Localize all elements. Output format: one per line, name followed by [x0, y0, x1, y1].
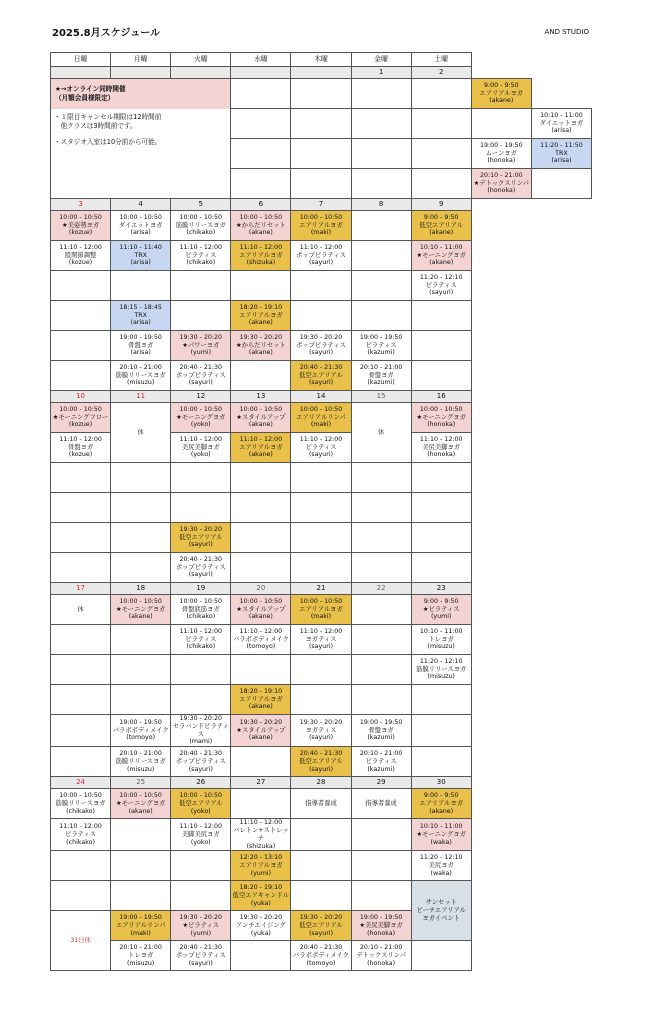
empty-cell [291, 301, 351, 331]
online-notice: ★→オンライン同時開催 （月額会員様限定） [51, 79, 230, 109]
empty-cell [351, 851, 411, 881]
date-cell [51, 67, 111, 79]
empty-cell [51, 881, 111, 911]
time-slot-row [51, 715, 592, 747]
empty-cell [51, 271, 111, 301]
class-cell: 休 [351, 403, 411, 463]
time-slot-row [51, 819, 592, 851]
weekday-wed: 水曜 [231, 53, 291, 67]
date-row [51, 583, 592, 595]
date-cell: 17 [51, 583, 111, 595]
date-cell [291, 67, 351, 79]
empty-cell [231, 169, 291, 199]
class-cell: 10:00 - 10:50 筋膜リリースヨガ (chikako) [171, 211, 231, 241]
empty-cell [111, 463, 171, 493]
class-cell: 11:10 - 12:00 美尻美脚ヨガ (yoko) [171, 433, 231, 463]
class-cell: 9:00 - 9:50 低空エアリアル (akane) [411, 211, 471, 241]
empty-cell [351, 463, 411, 493]
empty-cell [111, 553, 171, 583]
date-row [51, 199, 592, 211]
date-row [51, 67, 592, 79]
empty-cell [171, 851, 231, 881]
weekday-mon: 月曜 [111, 53, 171, 67]
empty-cell [351, 595, 411, 625]
empty-cell [351, 655, 411, 685]
empty-cell [351, 241, 411, 271]
empty-cell [351, 553, 411, 583]
date-cell: 20 [231, 583, 291, 595]
empty-cell [171, 881, 231, 911]
time-slot-row [51, 331, 592, 361]
date-row [51, 391, 592, 403]
class-cell: 11:10 - 12:00 バラボボディメイク (tomoyo) [231, 625, 291, 655]
class-cell: 9:00 - 9:50 エアリアルヨガ (akane) [411, 789, 471, 819]
empty-cell [291, 109, 351, 139]
class-cell: 11:10 - 12:00 バレトン+ストレッチ (shizuka) [231, 819, 291, 851]
class-cell: 9:00 - 9:50 ★ピラティス (yumi) [411, 595, 471, 625]
time-slot-row [51, 553, 592, 583]
time-slot-row [51, 655, 592, 685]
empty-cell [291, 881, 351, 911]
date-cell [231, 67, 291, 79]
time-slot-row [51, 911, 592, 941]
empty-cell [51, 523, 111, 553]
class-cell: 20:40 - 21:30 ポップピラティス (sayuri) [171, 361, 231, 391]
empty-cell [411, 169, 471, 199]
class-cell: 指導者養成 [291, 789, 351, 819]
time-slot-row [51, 851, 592, 881]
empty-cell [51, 553, 111, 583]
empty-cell [351, 109, 411, 139]
class-cell: 10:00 - 10:50 ★モーニングヨガ (yoko) [171, 403, 231, 433]
empty-cell [351, 271, 411, 301]
class-cell: 12:20 - 13:10 エアリアルヨガ (yumi) [231, 851, 291, 881]
studio-name: AND STUDIO [544, 28, 589, 36]
empty-cell [51, 625, 111, 655]
empty-cell [231, 655, 291, 685]
empty-cell [351, 881, 411, 911]
empty-cell [111, 851, 171, 881]
class-cell: 11:10 - 12:00 ピラティス (sayuri) [291, 433, 351, 463]
class-cell: 10:00 - 10:50 エアリアルヨガ (maki) [291, 595, 351, 625]
empty-cell [351, 211, 411, 241]
empty-cell [351, 523, 411, 553]
time-slot-row [51, 271, 592, 301]
time-slot-row [51, 747, 592, 777]
time-slot-row [51, 789, 592, 819]
empty-cell [51, 655, 111, 685]
class-cell: 10:00 - 10:50 ★モーニングヨガ (honoka) [411, 403, 471, 433]
date-cell: 8 [351, 199, 411, 211]
cancel-policy: ・１限目キャンセル期限は12時間前 他クラスは3時間前です。 [54, 113, 162, 130]
time-slot-row [51, 941, 592, 971]
date-cell: 26 [171, 777, 231, 789]
class-cell: 10:00 - 10:50 骨盤底筋ヨガ (chikako) [171, 595, 231, 625]
date-row [51, 777, 592, 789]
class-cell: 11:10 - 12:00 美脚美尻ヨガ (yoko) [171, 819, 231, 851]
class-cell: 19:00 - 19:50 ★美尻美脚ヨガ (honoka) [351, 911, 411, 941]
empty-cell [231, 463, 291, 493]
date-cell: 10 [51, 391, 111, 403]
date-cell: 7 [291, 199, 351, 211]
class-cell: 11:10 - 12:00 骨盤ヨガ (kozue) [51, 433, 111, 463]
empty-cell [231, 747, 291, 777]
class-cell: 10:00 - 10:50 ★からだリセット (akane) [231, 211, 291, 241]
time-slot-row [51, 361, 592, 391]
schedule-table [50, 52, 592, 971]
date-cell: 30 [411, 777, 471, 789]
class-cell: 11:10 - 12:00 ヨガティス (sayuri) [291, 625, 351, 655]
class-cell: 19:30 - 20:20 セラバンドピラティス (mami) [172, 715, 229, 746]
weekday-sat: 土曜 [411, 53, 471, 67]
empty-cell [291, 819, 351, 851]
class-cell: 20:10 - 21:00 デトックスリンパ (honoka) [351, 941, 411, 971]
empty-cell [51, 331, 111, 361]
empty-cell [291, 553, 351, 583]
class-cell: 休 [111, 403, 171, 463]
empty-cell [231, 941, 291, 971]
time-slot-row [51, 881, 592, 911]
class-cell: 11:10 - 12:00 股関節調整 (kozue) [51, 241, 111, 271]
empty-cell [351, 685, 411, 715]
empty-cell [411, 139, 471, 169]
date-cell: 23 [411, 583, 471, 595]
class-cell: 10:00 - 10:50 ★美姿勢ヨガ (kozue) [51, 211, 111, 241]
class-cell: 20:40 - 21:30 ポップピラティス (sayuri) [171, 553, 231, 583]
empty-cell [411, 715, 471, 747]
empty-cell [411, 493, 471, 523]
empty-cell [51, 685, 111, 715]
empty-cell [51, 715, 111, 747]
empty-cell [111, 493, 171, 523]
date-cell: 27 [231, 777, 291, 789]
class-cell: 10:00 - 10:50 低空エアリアル (yoko) [171, 789, 231, 819]
class-cell: 19:00 - 19:50 骨盤ヨガ (kazumi) [351, 715, 411, 747]
class-cell: 10:00 - 10:50 ★モーニングヨガ (akane) [111, 789, 171, 819]
time-slot-row [51, 685, 592, 715]
empty-cell [351, 139, 411, 169]
date-cell [171, 67, 231, 79]
class-cell: 19:30 - 20:20 ★スタイルアップ (akane) [231, 715, 291, 747]
class-cell: 10:00 - 10:50 ★モーニングフロー (kozue) [51, 403, 111, 433]
time-slot-row [51, 79, 592, 109]
empty-cell [291, 655, 351, 685]
class-cell: 20:10 - 21:00 ★デトックスリンパ (honoka) [471, 169, 531, 199]
date-cell: 25 [111, 777, 171, 789]
class-cell: 20:40 - 21:30 ポップピラティス (sayuri) [171, 747, 231, 777]
empty-cell [291, 139, 351, 169]
class-cell: 19:30 - 20:20 ★パワーヨガ (yumi) [171, 331, 231, 361]
page-header [0, 0, 649, 50]
class-cell: 19:30 - 20:20 アンチエイジング (yuka) [231, 911, 291, 941]
empty-cell [531, 169, 591, 199]
class-cell: 9:00 - 9:50 エアリアルヨガ (akane) [471, 79, 531, 109]
empty-cell [231, 789, 291, 819]
class-cell: 20:40 - 21:30 ポップピラティス (sayuri) [171, 941, 231, 971]
class-cell: 10:10 - 11:00 ダイエットヨガ (arisa) [531, 109, 591, 139]
empty-cell [411, 361, 471, 391]
class-cell: 11:10 - 12:00 ピラティス (chikako) [51, 819, 111, 851]
class-cell: 10:00 - 10:50 ★スタイルアップ (akane) [231, 403, 291, 433]
class-cell: 11:10 - 12:00 美尻美脚ヨガ (honoka) [411, 433, 471, 463]
empty-cell [291, 493, 351, 523]
date-cell: 4 [111, 199, 171, 211]
date-cell: 16 [411, 391, 471, 403]
empty-cell [291, 169, 351, 199]
class-cell: 20:10 - 21:00 筋膜リリースヨガ (misuzu) [111, 747, 171, 777]
class-cell: 19:00 - 19:50 骨盤ヨガ (arisa) [111, 331, 171, 361]
empty-cell [231, 139, 291, 169]
empty-cell [411, 747, 471, 777]
entry-policy: ・スタジオ入室は10分前から可能。 [54, 138, 162, 146]
empty-cell [111, 881, 171, 911]
class-cell: 19:00 - 19:50 エアリアルリンパ (maki) [111, 911, 171, 941]
empty-cell [231, 493, 291, 523]
date-cell [111, 67, 171, 79]
date-cell: 28 [291, 777, 351, 789]
empty-cell [291, 463, 351, 493]
date-cell: 12 [171, 391, 231, 403]
class-cell: 19:30 - 20:20 ★ピラティス (yumi) [171, 911, 231, 941]
empty-cell [111, 271, 171, 301]
empty-cell [351, 169, 411, 199]
empty-cell [291, 523, 351, 553]
date-cell: 6 [231, 199, 291, 211]
class-cell: 18:20 - 19:10 低空エアキャンドル (yuka) [231, 881, 291, 911]
empty-cell [171, 685, 231, 715]
class-cell: 19:00 - 19:50 ピラティス (kazumi) [351, 331, 411, 361]
class-cell: 10:10 - 11:00 ★モーニングヨガ (akane) [411, 241, 471, 271]
time-slot-row [51, 463, 592, 493]
empty-cell [51, 851, 111, 881]
date-cell: 13 [231, 391, 291, 403]
class-cell: 11:10 - 12:00 ピラティス (chikako) [171, 625, 231, 655]
empty-cell [171, 301, 231, 331]
empty-cell [291, 685, 351, 715]
empty-cell [171, 493, 231, 523]
class-cell: 11:10 - 12:00 ピラティス (chikako) [171, 241, 231, 271]
empty-cell [51, 301, 111, 331]
class-cell: 31日休 [51, 911, 111, 971]
class-cell: 20:10 - 21:00 トレヨガ (misuzu) [111, 941, 171, 971]
empty-cell [411, 301, 471, 331]
time-slot-row [51, 523, 592, 553]
date-cell: 24 [51, 777, 111, 789]
class-cell: 18:20 - 19:10 エアリアルヨガ (akane) [231, 685, 291, 715]
empty-cell [51, 747, 111, 777]
class-cell: 20:40 - 21:30 低空エアリアル (sayuri) [291, 747, 351, 777]
class-cell: 10:00 - 10:50 ダイエットヨガ (arisa) [111, 211, 171, 241]
date-cell: 29 [351, 777, 411, 789]
empty-cell [411, 523, 471, 553]
time-slot-row [51, 493, 592, 523]
weekday-thu: 木曜 [291, 53, 351, 67]
date-cell: 19 [171, 583, 231, 595]
time-slot-row [51, 211, 592, 241]
empty-cell [411, 331, 471, 361]
empty-cell [291, 851, 351, 881]
class-cell: 11:10 - 12:00 エアリアルヨガ (shizuka) [231, 241, 291, 271]
empty-cell [411, 79, 471, 109]
weekday-fri: 金曜 [351, 53, 411, 67]
empty-cell [351, 79, 411, 109]
class-cell: 休 [51, 595, 111, 625]
empty-cell [411, 941, 471, 971]
empty-cell [231, 523, 291, 553]
date-cell: 18 [111, 583, 171, 595]
notice-box [51, 79, 231, 199]
empty-cell [351, 493, 411, 523]
empty-cell [291, 271, 351, 301]
date-cell: 9 [411, 199, 471, 211]
empty-cell [111, 819, 171, 851]
class-cell: 10:10 - 11:00 ★モーニングヨガ (waka) [411, 819, 471, 851]
empty-cell [51, 493, 111, 523]
class-cell: 20:40 - 21:30 低空エアリアル (sayuri) [291, 361, 351, 391]
empty-cell [111, 655, 171, 685]
class-cell: 指導者養成 [351, 789, 411, 819]
empty-cell [411, 685, 471, 715]
empty-cell [411, 109, 471, 139]
class-cell: 20:10 - 21:00 骨盤ヨガ (kazumi) [351, 361, 411, 391]
class-cell: 11:20 - 12:10 ピラティス (sayuri) [411, 271, 471, 301]
empty-cell [171, 463, 231, 493]
class-cell: 19:30 - 20:20 低空エアリアル (sayuri) [291, 911, 351, 941]
date-cell: 2 [411, 67, 471, 79]
empty-cell [231, 271, 291, 301]
class-cell: 10:00 - 10:50 筋膜リリースヨガ (chikako) [51, 789, 111, 819]
weekday-header-row [51, 53, 592, 67]
date-cell: 11 [111, 391, 171, 403]
empty-cell [111, 685, 171, 715]
empty-cell [411, 463, 471, 493]
empty-cell [231, 79, 291, 109]
class-cell: 10:00 - 10:50 ★モーニングヨガ (akane) [111, 595, 171, 625]
weekday-tue: 火曜 [171, 53, 231, 67]
class-cell: 18:15 - 18:45 TRX (arisa) [111, 301, 171, 331]
empty-cell [51, 361, 111, 391]
empty-cell [411, 553, 471, 583]
class-cell: 19:30 - 20:20 低空エアリアル (sayuri) [171, 523, 231, 553]
page-title: 2025.8月スケジュール [52, 28, 160, 39]
class-cell: 19:00 - 19:50 バラボボディメイク (tomoyo) [111, 715, 171, 747]
class-cell: 10:00 - 10:50 ★スタイルアップ (akane) [231, 595, 291, 625]
class-cell: 11:10 - 12:00 エアリアルヨガ (akane) [231, 433, 291, 463]
date-cell: 5 [171, 199, 231, 211]
class-cell: 11:20 - 12:10 筋膜リリースヨガ (misuzu) [411, 655, 471, 685]
empty-cell [351, 625, 411, 655]
empty-cell [471, 109, 531, 139]
empty-cell [351, 301, 411, 331]
time-slot-row [51, 241, 592, 271]
class-cell: 10:00 - 10:50 エアリアルヨガ (maki) [291, 211, 351, 241]
empty-cell [111, 523, 171, 553]
empty-cell [351, 819, 411, 851]
class-cell: 11:20 - 12:10 美尻ヨガ (waka) [411, 851, 471, 881]
empty-cell [171, 655, 231, 685]
time-slot-row [51, 625, 592, 655]
time-slot-row [51, 595, 592, 625]
empty-cell [231, 109, 291, 139]
class-cell: 18:20 - 19:10 エアリアルヨガ (akane) [231, 301, 291, 331]
date-cell: 22 [351, 583, 411, 595]
empty-cell [171, 271, 231, 301]
time-slot-row [51, 403, 592, 433]
date-cell: 14 [291, 391, 351, 403]
empty-cell [231, 361, 291, 391]
class-cell: 20:10 - 21:00 筋膜リリースヨガ (misuzu) [111, 361, 171, 391]
class-cell: 11:10 - 11:40 TRX (arisa) [111, 241, 171, 271]
date-cell: 1 [351, 67, 411, 79]
empty-cell [51, 463, 111, 493]
empty-cell [231, 553, 291, 583]
empty-cell [291, 79, 351, 109]
class-cell: 19:30 - 20:20 ヨガティス (sayuri) [291, 715, 351, 747]
date-cell: 3 [51, 199, 111, 211]
weekday-sun: 日曜 [51, 53, 111, 67]
class-cell: 10:00 - 10:50 エアリアルリンパ (maki) [291, 403, 351, 433]
class-cell: 11:20 - 11:50 TRX (arisa) [531, 139, 591, 169]
date-cell: 21 [291, 583, 351, 595]
class-cell: 19:00 - 19:50 ムーンヨガ (honoka) [471, 139, 531, 169]
time-slot-row [51, 301, 592, 331]
class-cell: 20:40 - 21:30 バラボボディメイク (tomoyo) [291, 941, 351, 971]
class-cell: 19:30 - 20:20 ★からだリセット (akane) [231, 331, 291, 361]
date-cell: 15 [351, 391, 411, 403]
empty-cell [111, 625, 171, 655]
class-cell: 19:30 - 20:20 ポップピラティス (sayuri) [291, 331, 351, 361]
class-cell: 11:10 - 12:00 ポップピラティス (sayuri) [291, 241, 351, 271]
class-cell: 20:10 - 21:00 ピラティス (kazumi) [351, 747, 411, 777]
class-cell: 10:10 - 11:00 トレヨガ (misuzu) [411, 625, 471, 655]
class-cell: サンセット ビーチエアリアル ヨガイベント [411, 881, 471, 941]
